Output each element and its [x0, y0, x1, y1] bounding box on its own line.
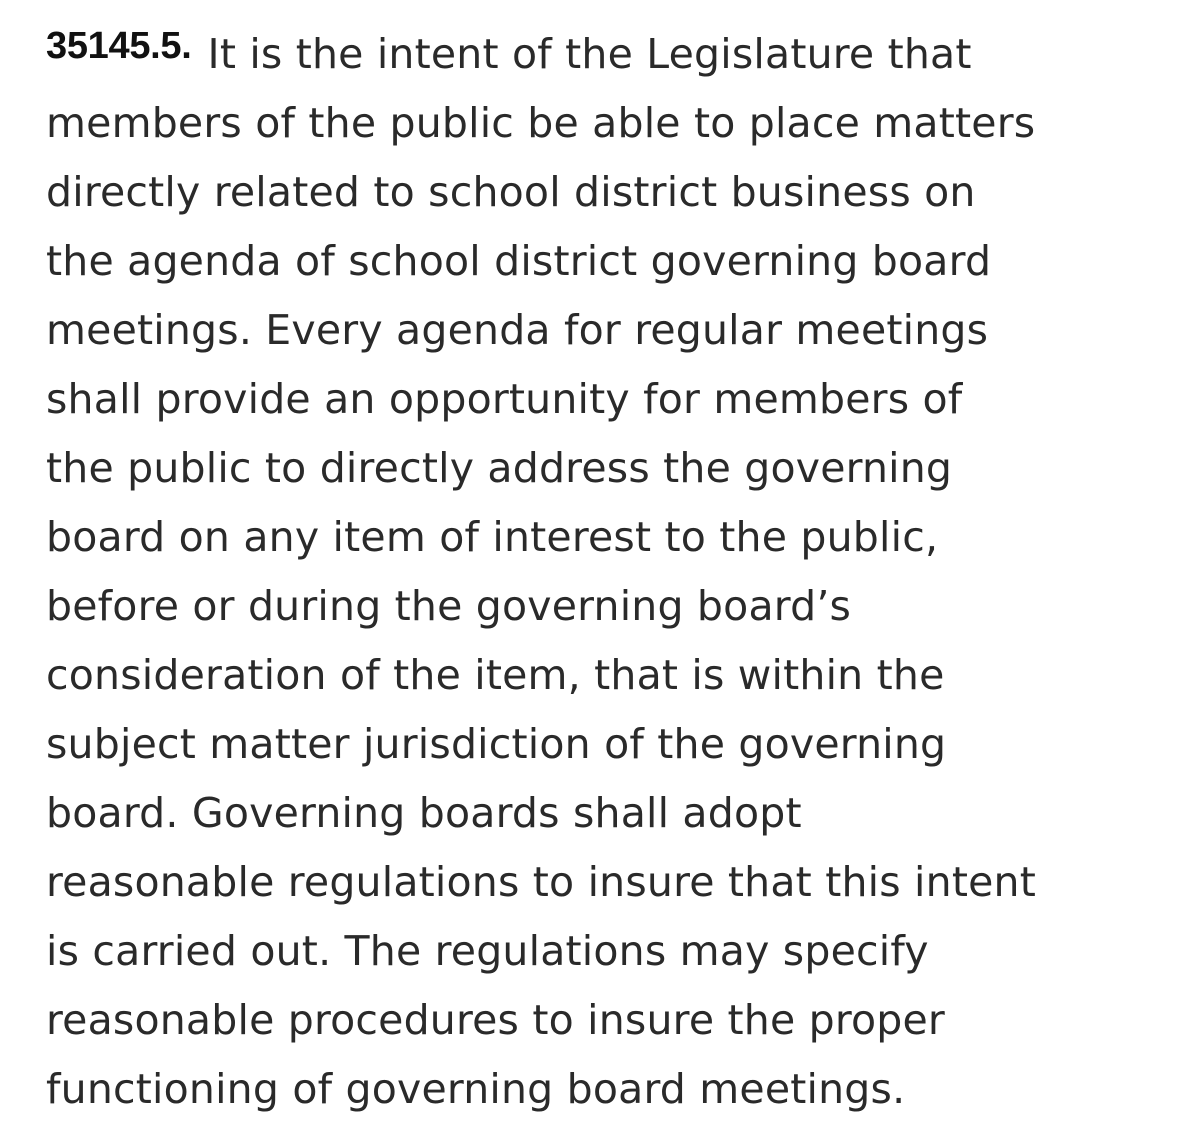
- statute-line-10: consideration of the item, that is within the: [46, 651, 945, 699]
- statute-line-9: before or during the governing board’s: [46, 582, 852, 630]
- statute-line-8: board on any item of interest to the public,: [46, 513, 939, 561]
- statute-section: [46, 12, 1171, 1124]
- statute-line-3: directly related to school district business on: [46, 168, 976, 216]
- statute-line-12: board. Governing boards shall adopt: [46, 789, 802, 837]
- statute-line-16: functioning of governing board meetings.: [46, 1065, 906, 1113]
- statute-line-6: shall provide an opportunity for members of: [46, 375, 963, 423]
- statute-line-7: the public to directly address the governing: [46, 444, 953, 492]
- statute-line-11: subject matter jurisdiction of the governing: [46, 720, 947, 768]
- statute-line-4: the agenda of school district governing board: [46, 237, 992, 285]
- statute-line-13: reasonable regulations to insure that this intent: [46, 858, 1036, 906]
- statute-line-15: reasonable procedures to insure the proper: [46, 996, 945, 1044]
- statute-line-2: members of the public be able to place matters: [46, 99, 1036, 147]
- section-number: 35145.5.: [46, 25, 192, 67]
- statute-line-1: [46, 12, 1171, 89]
- statute-text: It is the intent of the Legislature that: [207, 30, 972, 78]
- statute-line-14: is carried out. The regulations may specify: [46, 927, 929, 975]
- statute-line-5: meetings. Every agenda for regular meetings: [46, 306, 989, 354]
